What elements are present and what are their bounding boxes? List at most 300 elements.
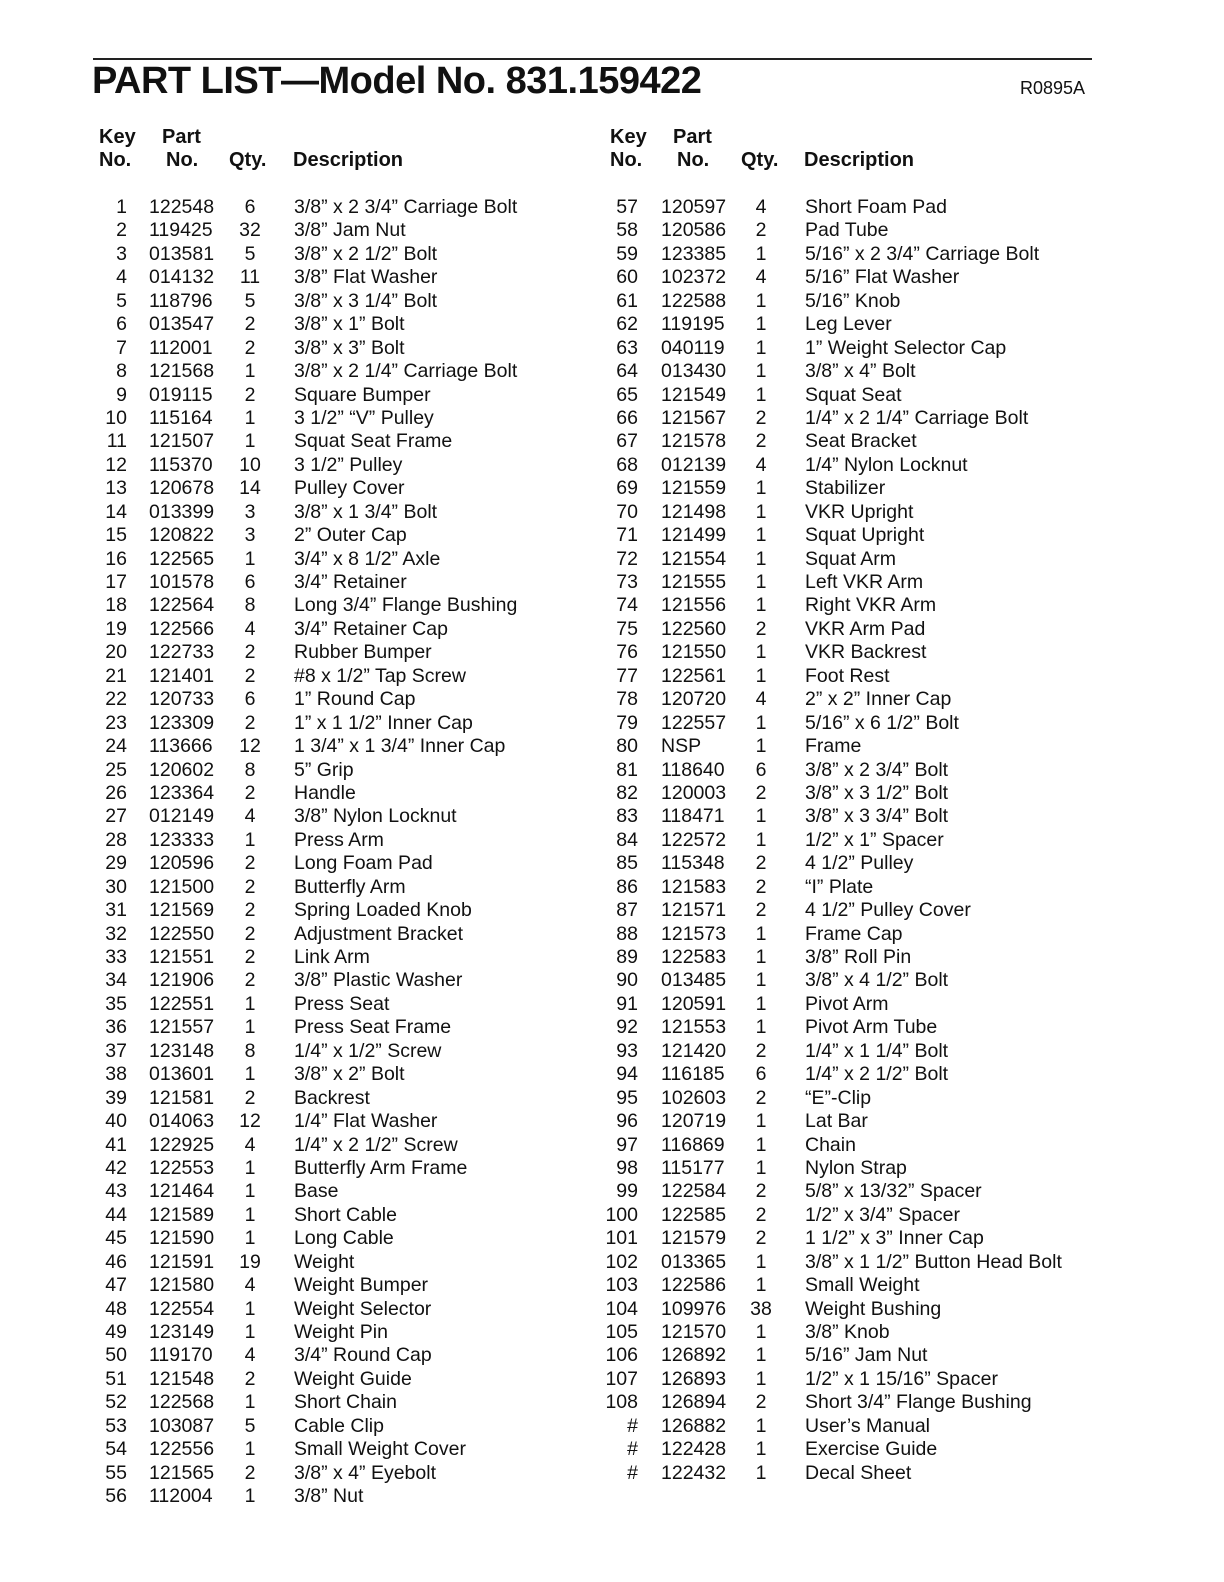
description-cell: 1/2” x 1 15/16” Spacer xyxy=(805,1367,998,1390)
description-cell: 3/8” x 2 1/4” Carriage Bolt xyxy=(294,360,518,383)
key-no-cell: 28 xyxy=(105,828,127,851)
description-cell: 5” Grip xyxy=(294,758,354,781)
key-no-cell: 78 xyxy=(616,688,638,711)
part-no-cell: 113666 xyxy=(149,735,213,758)
key-no-cell: 36 xyxy=(105,1016,127,1039)
key-no-cell: 96 xyxy=(616,1110,638,1133)
part-no-cell: 122733 xyxy=(149,641,215,664)
description-cell: Foot Rest xyxy=(805,664,890,687)
part-no-cell: 122584 xyxy=(661,1180,727,1203)
description-cell: Weight Selector xyxy=(294,1297,432,1320)
part-no-cell: 102372 xyxy=(661,266,727,289)
table-row xyxy=(95,548,655,571)
qty-cell: 6 xyxy=(244,196,256,218)
qty-cell: 8 xyxy=(244,594,256,617)
parts-rows-left xyxy=(95,196,655,1509)
table-row xyxy=(606,688,1106,711)
description-cell: 1/2” x 1” Spacer xyxy=(805,828,944,851)
qty-cell: 6 xyxy=(755,1063,767,1086)
key-no-cell: 57 xyxy=(616,196,638,218)
header-key: Key xyxy=(99,126,136,148)
qty-cell: 1 xyxy=(755,594,767,617)
qty-cell: 2 xyxy=(244,1461,256,1484)
description-cell: Squat Seat xyxy=(805,383,902,406)
table-row xyxy=(95,805,655,828)
description-cell: 3/8” x 4” Eyebolt xyxy=(294,1461,436,1484)
part-no-cell: 120003 xyxy=(661,781,727,804)
qty-cell: 2 xyxy=(755,1039,767,1062)
table-row xyxy=(606,1063,1106,1086)
qty-cell: 1 xyxy=(244,1203,256,1226)
qty-cell: 2 xyxy=(755,406,767,429)
description-cell: #8 x 1/2” Tap Screw xyxy=(294,664,466,687)
key-no-cell: 103 xyxy=(605,1274,638,1297)
part-no-cell: 118640 xyxy=(661,758,725,781)
qty-cell: 1 xyxy=(755,805,767,828)
table-row xyxy=(606,1274,1106,1297)
qty-cell: 8 xyxy=(244,758,256,781)
part-no-cell: 122550 xyxy=(149,922,215,945)
part-no-cell: 121571 xyxy=(661,899,727,922)
key-no-cell: 61 xyxy=(616,289,638,312)
table-row xyxy=(606,594,1106,617)
description-cell: 3/8” x 2 1/2” Bolt xyxy=(294,242,438,265)
table-row xyxy=(95,1274,655,1297)
qty-cell: 1 xyxy=(755,1461,767,1484)
table-row xyxy=(95,337,655,360)
description-cell: Adjustment Bracket xyxy=(294,922,464,945)
table-row xyxy=(606,313,1106,336)
part-no-cell: 121579 xyxy=(661,1227,727,1250)
table-row xyxy=(95,1321,655,1344)
key-no-cell: 69 xyxy=(616,477,638,500)
key-no-cell: 9 xyxy=(116,383,127,406)
table-row xyxy=(95,1180,655,1203)
header-qty: Qty. xyxy=(229,149,267,171)
description-cell: 1” Round Cap xyxy=(294,688,416,711)
part-no-cell: 103087 xyxy=(149,1414,215,1437)
qty-cell: 1 xyxy=(755,1274,767,1297)
part-no-cell: 122565 xyxy=(149,547,215,570)
key-no-cell: 64 xyxy=(616,360,638,383)
header-qty: Qty. xyxy=(741,149,779,171)
description-cell: “E”-Clip xyxy=(805,1086,872,1109)
part-no-cell: 122585 xyxy=(661,1203,727,1226)
table-row xyxy=(606,993,1106,1016)
qty-cell: 2 xyxy=(755,219,767,242)
part-no-cell: 122553 xyxy=(149,1156,215,1179)
key-no-cell: 81 xyxy=(616,758,638,781)
qty-cell: 2 xyxy=(755,1391,767,1414)
table-row xyxy=(95,876,655,899)
description-cell: 3/4” x 8 1/2” Axle xyxy=(294,547,441,570)
qty-cell: 1 xyxy=(244,1227,256,1250)
description-cell: Press Seat Frame xyxy=(294,1016,452,1039)
description-cell: 1 3/4” x 1 3/4” Inner Cap xyxy=(294,735,506,758)
qty-cell: 1 xyxy=(244,1063,256,1086)
table-row xyxy=(606,196,1106,219)
table-row xyxy=(606,852,1106,875)
part-no-cell: 121580 xyxy=(149,1274,215,1297)
table-row xyxy=(606,1415,1106,1438)
description-cell: 3/8” x 4 1/2” Bolt xyxy=(805,969,949,992)
part-no-cell: 121569 xyxy=(149,899,215,922)
table-row xyxy=(95,1485,655,1508)
part-no-cell: 122554 xyxy=(149,1297,215,1320)
table-row xyxy=(95,1087,655,1110)
table-row xyxy=(606,1157,1106,1180)
qty-cell: 1 xyxy=(244,1297,256,1320)
description-cell: 5/8” x 13/32” Spacer xyxy=(805,1180,982,1203)
table-row xyxy=(95,1110,655,1133)
table-row xyxy=(606,1251,1106,1274)
part-no-cell: 119425 xyxy=(149,219,213,242)
part-no-cell: 120602 xyxy=(149,758,215,781)
qty-cell: 1 xyxy=(755,992,767,1015)
table-row xyxy=(95,665,655,688)
qty-cell: 1 xyxy=(755,500,767,523)
key-no-cell: 41 xyxy=(105,1133,127,1156)
part-no-cell: 121548 xyxy=(149,1367,215,1390)
part-no-cell: 121568 xyxy=(149,360,215,383)
key-no-cell: 102 xyxy=(605,1250,638,1273)
part-no-cell: 013365 xyxy=(661,1250,727,1273)
qty-cell: 1 xyxy=(755,1438,767,1461)
qty-cell: 4 xyxy=(244,805,256,828)
description-cell: Square Bumper xyxy=(294,383,431,406)
key-no-cell: 80 xyxy=(616,735,638,758)
description-cell: 3/4” Retainer xyxy=(294,571,407,593)
key-no-cell: 91 xyxy=(616,992,638,1015)
description-cell: 1” x 1 1/2” Inner Cap xyxy=(294,711,473,734)
key-no-cell: 56 xyxy=(105,1485,127,1508)
key-no-cell: 6 xyxy=(116,313,127,336)
description-cell: Butterfly Arm Frame xyxy=(294,1156,468,1179)
table-row xyxy=(95,1040,655,1063)
description-cell: Short Cable xyxy=(294,1203,397,1226)
description-cell: Exercise Guide xyxy=(805,1438,938,1461)
qty-cell: 1 xyxy=(755,711,767,734)
qty-cell: 4 xyxy=(755,196,767,218)
key-no-cell: 108 xyxy=(605,1391,638,1414)
key-no-cell: 40 xyxy=(105,1110,127,1133)
part-no-cell: 121550 xyxy=(661,641,727,664)
table-row xyxy=(606,548,1106,571)
part-no-cell: 121401 xyxy=(149,664,215,687)
part-no-cell: 121565 xyxy=(149,1461,215,1484)
table-row xyxy=(606,1321,1106,1344)
part-no-cell: 121555 xyxy=(661,571,727,593)
qty-cell: 2 xyxy=(244,969,256,992)
part-no-cell: 121590 xyxy=(149,1227,215,1250)
table-row xyxy=(606,290,1106,313)
part-no-cell: 121567 xyxy=(661,406,727,429)
table-row xyxy=(95,852,655,875)
part-no-cell: 121420 xyxy=(661,1039,727,1062)
table-row xyxy=(606,243,1106,266)
part-no-cell: 121573 xyxy=(661,922,727,945)
qty-cell: 3 xyxy=(244,524,256,547)
description-cell: Base xyxy=(294,1180,339,1203)
table-row xyxy=(606,1438,1106,1461)
part-no-cell: 102603 xyxy=(661,1086,727,1109)
qty-cell: 4 xyxy=(244,1274,256,1297)
part-no-cell: 121559 xyxy=(661,477,727,500)
key-no-cell: 43 xyxy=(105,1180,127,1203)
qty-cell: 1 xyxy=(755,1344,767,1367)
description-cell: 3/8” x 1 1/2” Button Head Bolt xyxy=(805,1250,1062,1273)
qty-cell: 32 xyxy=(239,219,261,242)
part-no-cell: 122432 xyxy=(661,1461,727,1484)
table-row xyxy=(95,360,655,383)
description-cell: Long Cable xyxy=(294,1227,394,1250)
description-cell: User’s Manual xyxy=(805,1414,930,1437)
part-no-cell: 121464 xyxy=(149,1180,215,1203)
description-cell: 5/16” Knob xyxy=(805,289,901,312)
description-cell: 3/8” x 1 3/4” Bolt xyxy=(294,500,438,523)
qty-cell: 4 xyxy=(755,688,767,711)
key-no-cell: 13 xyxy=(105,477,127,500)
table-row xyxy=(95,1298,655,1321)
key-no-cell: 49 xyxy=(105,1321,127,1343)
qty-cell: 2 xyxy=(755,852,767,875)
qty-cell: 2 xyxy=(244,336,256,359)
description-cell: 3/8” Flat Washer xyxy=(294,266,438,289)
table-row xyxy=(95,243,655,266)
qty-cell: 1 xyxy=(244,1438,256,1461)
table-row xyxy=(95,430,655,453)
description-cell: Long 3/4” Flange Bushing xyxy=(294,594,518,617)
qty-cell: 4 xyxy=(755,266,767,289)
description-cell: 5/16” x 2 3/4” Carriage Bolt xyxy=(805,242,1040,265)
table-row xyxy=(95,477,655,500)
part-no-cell: 112004 xyxy=(149,1485,213,1508)
part-no-cell: 120733 xyxy=(149,688,215,711)
description-cell: 1/4” Nylon Locknut xyxy=(805,453,968,476)
part-no-cell: 014063 xyxy=(149,1110,215,1133)
key-no-cell: 3 xyxy=(116,242,127,265)
key-no-cell: 74 xyxy=(616,594,638,617)
description-cell: 3/8” Knob xyxy=(805,1321,890,1343)
description-cell: 3/4” Retainer Cap xyxy=(294,617,448,640)
description-cell: 3/8” x 3” Bolt xyxy=(294,336,405,359)
part-no-cell: 121906 xyxy=(149,969,215,992)
qty-cell: 11 xyxy=(239,266,261,289)
header-part: Part xyxy=(673,126,712,148)
qty-cell: 1 xyxy=(755,1321,767,1343)
table-row xyxy=(95,618,655,641)
table-row xyxy=(606,1087,1106,1110)
key-no-cell: 59 xyxy=(616,242,638,265)
key-no-cell: 86 xyxy=(616,875,638,898)
qty-cell: 2 xyxy=(755,899,767,922)
description-cell: 1/4” x 2 1/4” Carriage Bolt xyxy=(805,406,1029,429)
qty-cell: 2 xyxy=(755,430,767,453)
table-row xyxy=(95,1227,655,1250)
table-row xyxy=(95,313,655,336)
key-no-cell: 29 xyxy=(105,852,127,875)
table-row xyxy=(606,759,1106,782)
part-no-cell: 120597 xyxy=(661,196,727,218)
key-no-cell: 47 xyxy=(105,1274,127,1297)
qty-cell: 19 xyxy=(239,1250,261,1273)
part-no-cell: 121589 xyxy=(149,1203,215,1226)
table-row xyxy=(95,782,655,805)
description-cell: 1/4” x 1 1/4” Bolt xyxy=(805,1039,949,1062)
key-no-cell: 104 xyxy=(605,1297,638,1320)
table-row xyxy=(606,641,1106,664)
key-no-cell: 37 xyxy=(105,1039,127,1062)
key-no-cell: 94 xyxy=(616,1063,638,1086)
description-cell: 1/4” x 2 1/2” Screw xyxy=(294,1133,458,1156)
key-no-cell: 100 xyxy=(605,1203,638,1226)
table-header xyxy=(95,126,655,182)
description-cell: Short 3/4” Flange Bushing xyxy=(805,1391,1032,1414)
description-cell: Weight Bumper xyxy=(294,1274,429,1297)
part-no-cell: 101578 xyxy=(149,571,215,593)
table-row xyxy=(606,1134,1106,1157)
key-no-cell: 19 xyxy=(105,617,127,640)
part-no-cell: 122588 xyxy=(661,289,727,312)
key-no-cell: # xyxy=(627,1438,638,1461)
key-no-cell: 60 xyxy=(616,266,638,289)
table-row xyxy=(95,688,655,711)
table-row xyxy=(606,618,1106,641)
description-cell: 3/8” x 2” Bolt xyxy=(294,1063,405,1086)
description-cell: Decal Sheet xyxy=(805,1461,912,1484)
description-cell: Weight xyxy=(294,1250,355,1273)
table-row xyxy=(606,923,1106,946)
part-no-cell: 122566 xyxy=(149,617,215,640)
key-no-cell: 63 xyxy=(616,336,638,359)
part-no-cell: 109976 xyxy=(661,1297,727,1320)
qty-cell: 4 xyxy=(244,617,256,640)
part-no-cell: 121551 xyxy=(149,946,215,968)
table-row xyxy=(95,501,655,524)
header-part-no: No. xyxy=(166,149,199,171)
table-row xyxy=(606,1368,1106,1391)
qty-cell: 1 xyxy=(244,1016,256,1039)
qty-cell: 1 xyxy=(755,289,767,312)
description-cell: Small Weight xyxy=(805,1274,920,1297)
table-row xyxy=(606,1180,1106,1203)
qty-cell: 1 xyxy=(755,969,767,992)
table-row xyxy=(606,1040,1106,1063)
table-row xyxy=(95,1134,655,1157)
key-no-cell: 70 xyxy=(616,500,638,523)
qty-cell: 1 xyxy=(755,1367,767,1390)
qty-cell: 1 xyxy=(244,1485,256,1508)
qty-cell: 1 xyxy=(755,383,767,406)
key-no-cell: 87 xyxy=(616,899,638,922)
parts-rows-right xyxy=(606,196,1106,1485)
qty-cell: 1 xyxy=(755,571,767,593)
description-cell: 1/4” Flat Washer xyxy=(294,1110,438,1133)
description-cell: 5/16” Flat Washer xyxy=(805,266,960,289)
part-no-cell: 120822 xyxy=(149,524,215,547)
part-no-cell: 013547 xyxy=(149,313,215,336)
table-row xyxy=(606,1462,1106,1485)
table-row xyxy=(95,1157,655,1180)
description-cell: Frame xyxy=(805,735,862,758)
table-row xyxy=(606,735,1106,758)
key-no-cell: 44 xyxy=(105,1203,127,1226)
qty-cell: 1 xyxy=(244,360,256,383)
qty-cell: 8 xyxy=(244,1039,256,1062)
part-no-cell: 121554 xyxy=(661,547,727,570)
description-cell: 3/8” x 3 1/2” Bolt xyxy=(805,781,949,804)
qty-cell: 38 xyxy=(750,1297,772,1320)
key-no-cell: 32 xyxy=(105,922,127,945)
part-no-cell: 012149 xyxy=(149,805,215,828)
qty-cell: 4 xyxy=(755,453,767,476)
key-no-cell: 90 xyxy=(616,969,638,992)
page-title: PART LIST—Model No. 831.159422 xyxy=(92,60,702,102)
description-cell: 3/8” x 3 3/4” Bolt xyxy=(805,805,949,828)
part-no-cell: 119170 xyxy=(149,1344,213,1367)
qty-cell: 2 xyxy=(244,852,256,875)
part-no-cell: 122548 xyxy=(149,196,215,218)
part-no-cell: 121591 xyxy=(149,1250,215,1273)
part-no-cell: 121570 xyxy=(661,1321,727,1343)
key-no-cell: 31 xyxy=(105,899,127,922)
qty-cell: 2 xyxy=(244,313,256,336)
part-no-cell: 040119 xyxy=(661,336,725,359)
part-no-cell: 112001 xyxy=(149,336,213,359)
qty-cell: 2 xyxy=(244,899,256,922)
qty-cell: 1 xyxy=(244,1156,256,1179)
key-no-cell: 34 xyxy=(105,969,127,992)
qty-cell: 1 xyxy=(755,1016,767,1039)
part-no-cell: 122583 xyxy=(661,946,727,968)
part-no-cell: 118471 xyxy=(661,805,725,828)
document-id: R0895A xyxy=(1020,78,1086,98)
part-no-cell: 122568 xyxy=(149,1391,215,1414)
description-cell: Leg Lever xyxy=(805,313,892,336)
description-cell: 3/8” Nut xyxy=(294,1485,364,1508)
part-no-cell: 121581 xyxy=(149,1086,215,1109)
qty-cell: 2 xyxy=(755,1203,767,1226)
key-no-cell: 73 xyxy=(616,571,638,593)
table-row xyxy=(95,1063,655,1086)
description-cell: Short Foam Pad xyxy=(805,196,947,218)
table-row xyxy=(606,805,1106,828)
description-cell: 3/4” Round Cap xyxy=(294,1344,432,1367)
description-cell: Butterfly Arm xyxy=(294,875,406,898)
key-no-cell: 38 xyxy=(105,1063,127,1086)
table-row xyxy=(606,782,1106,805)
description-cell: 4 1/2” Pulley xyxy=(805,852,914,875)
key-no-cell: 85 xyxy=(616,852,638,875)
part-no-cell: 121498 xyxy=(661,500,727,523)
qty-cell: 1 xyxy=(244,992,256,1015)
part-no-cell: 121500 xyxy=(149,875,215,898)
key-no-cell: 52 xyxy=(105,1391,127,1414)
key-no-cell: 30 xyxy=(105,875,127,898)
description-cell: 5/16” Jam Nut xyxy=(805,1344,928,1367)
qty-cell: 1 xyxy=(755,664,767,687)
qty-cell: 2 xyxy=(244,1367,256,1390)
key-no-cell: 82 xyxy=(616,781,638,804)
key-no-cell: 97 xyxy=(616,1133,638,1156)
table-row xyxy=(95,1204,655,1227)
description-cell: 3/8” x 2 3/4” Bolt xyxy=(805,758,949,781)
table-row xyxy=(606,501,1106,524)
key-no-cell: 12 xyxy=(105,453,127,476)
part-no-cell: 122551 xyxy=(149,992,215,1015)
description-cell: 2” Outer Cap xyxy=(294,524,407,547)
table-row xyxy=(606,524,1106,547)
